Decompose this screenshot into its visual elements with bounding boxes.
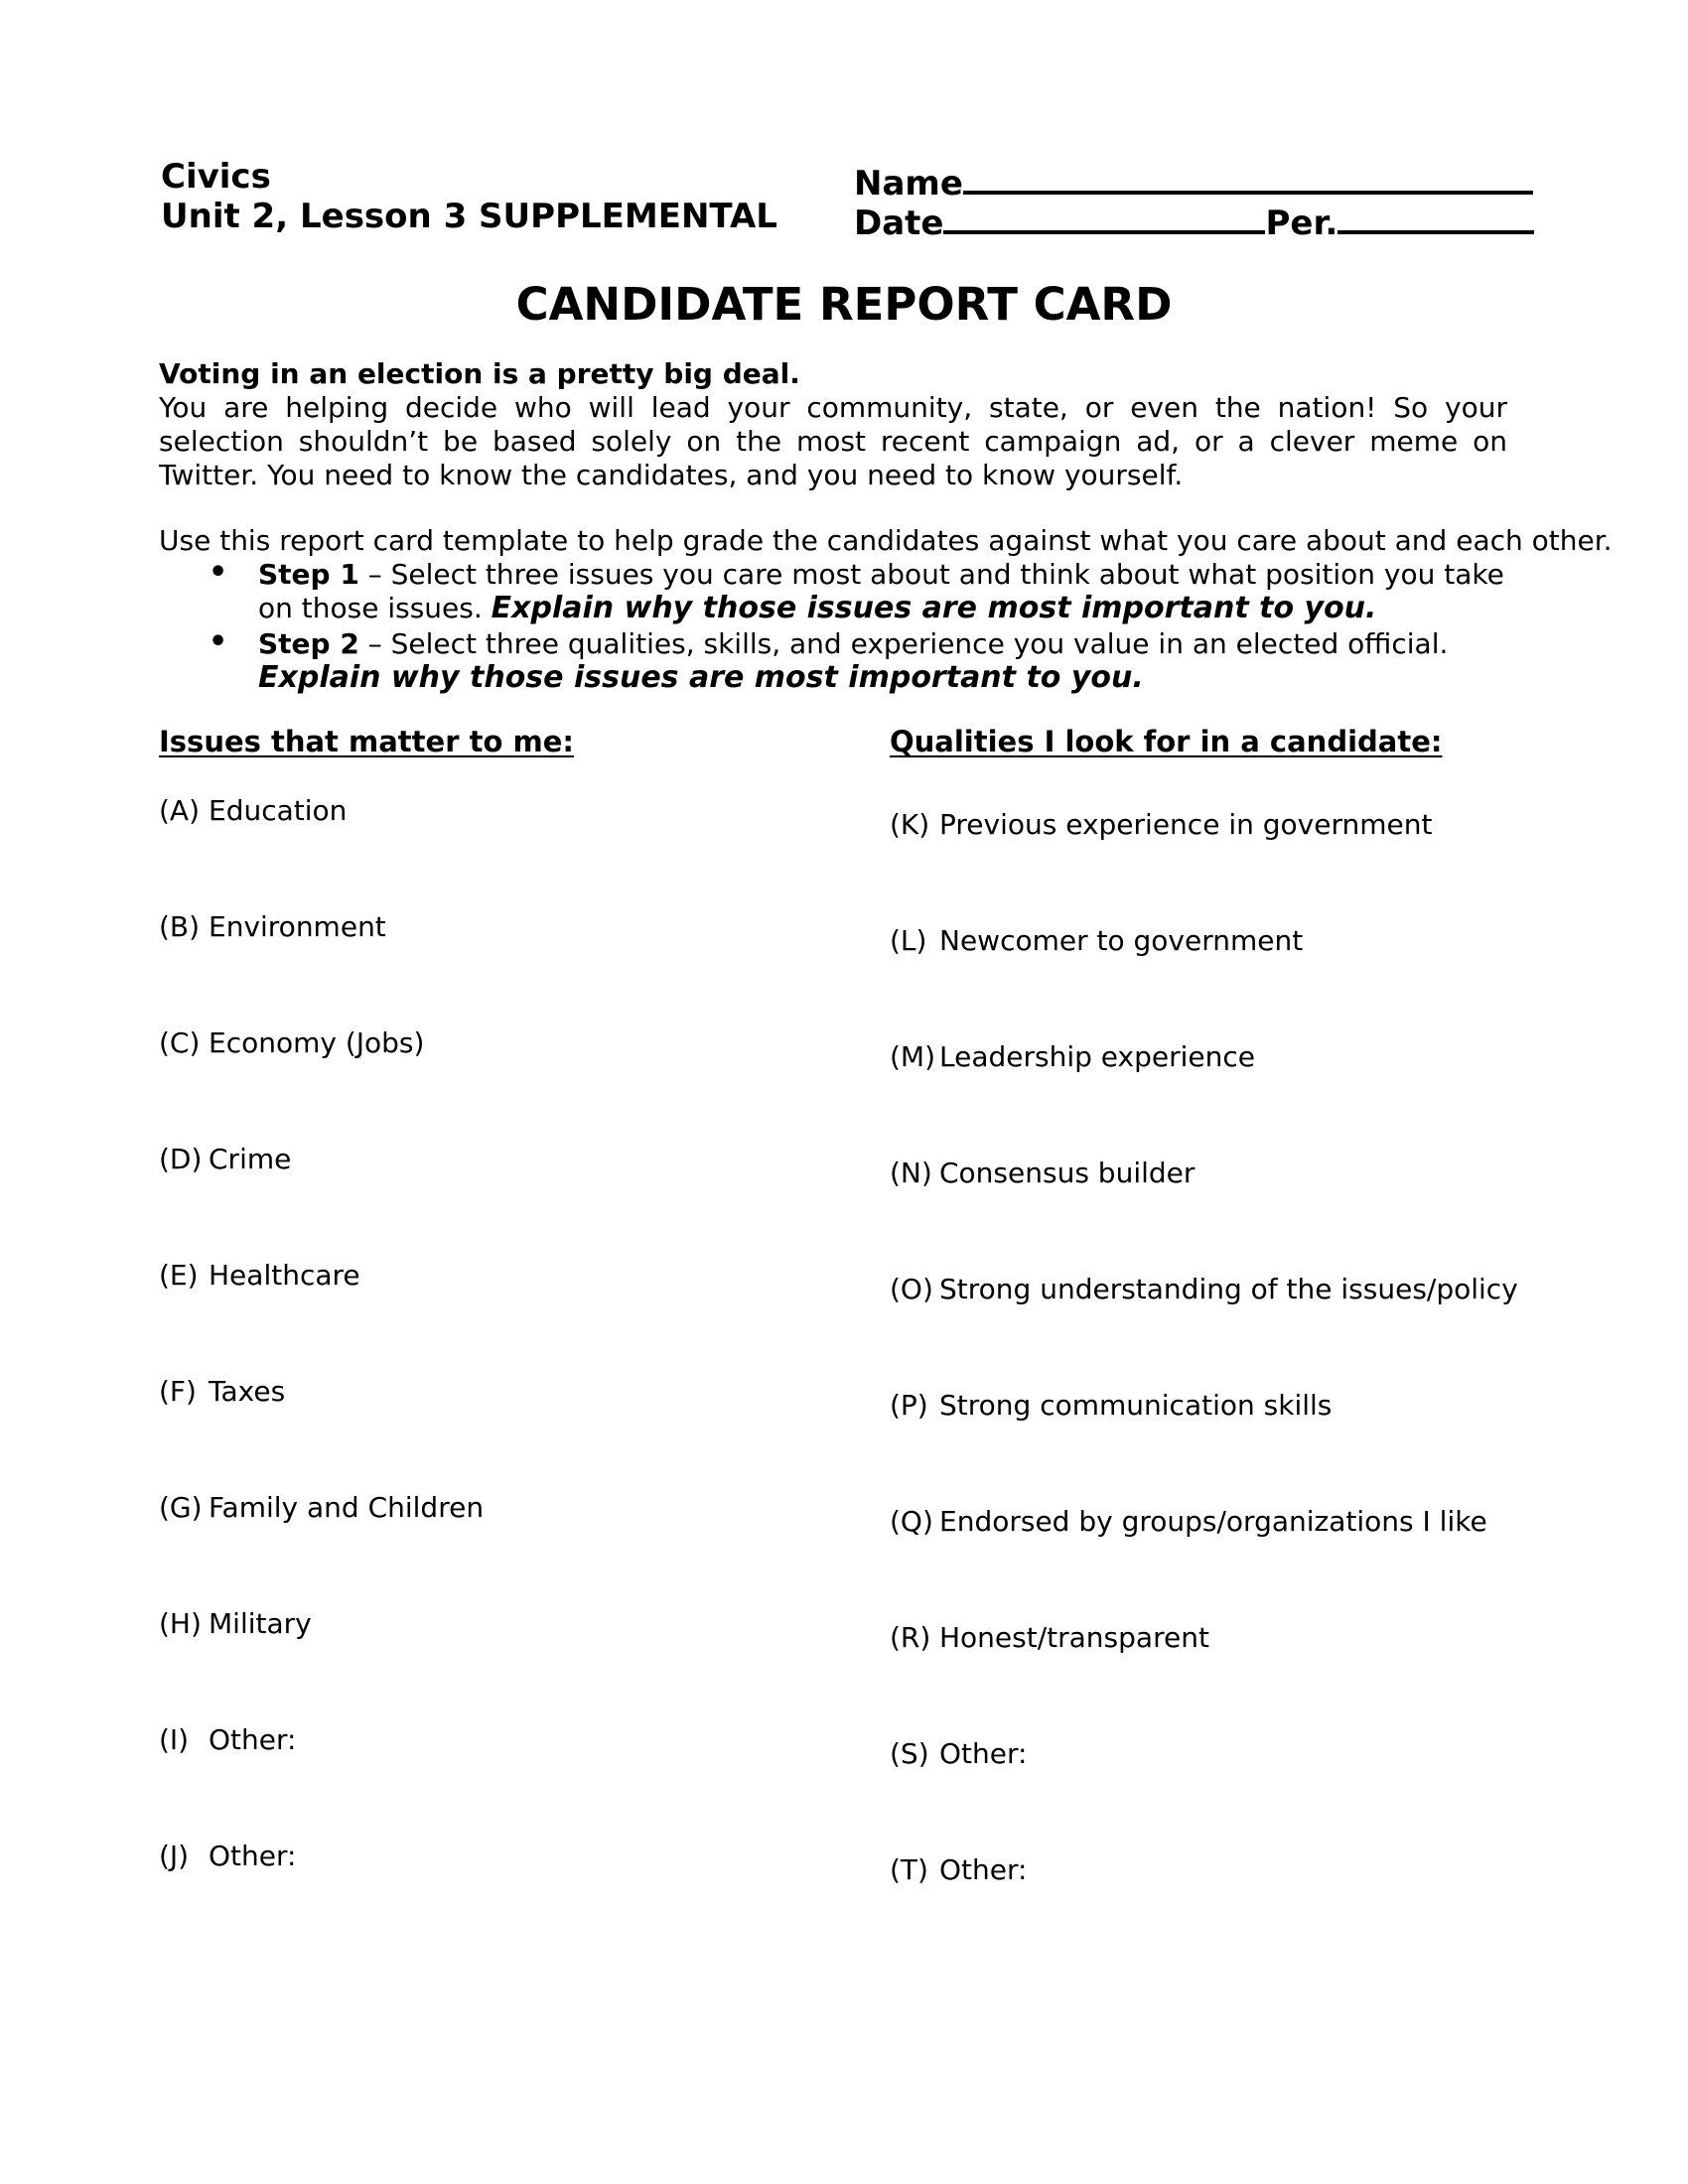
issues-heading: Issues that matter to me: xyxy=(159,725,574,758)
step-2 xyxy=(159,624,1509,695)
quality-item-o[interactable]: (O) Strong understanding of the issues/policy xyxy=(890,1273,1518,1305)
step-2-label: Step 2 xyxy=(258,627,359,660)
quality-item-s[interactable]: (S) Other: xyxy=(890,1737,1028,1770)
quality-item-r[interactable]: (R) Honest/transparent xyxy=(890,1621,1209,1654)
course-label: Civics xyxy=(161,157,271,197)
issue-item-a[interactable]: (A) Education xyxy=(159,794,348,827)
issue-item-c[interactable]: (C) Economy (Jobs) xyxy=(159,1026,425,1059)
period-blank-line[interactable] xyxy=(1337,197,1534,234)
quality-item-p[interactable]: (P) Strong communication skills xyxy=(890,1389,1333,1422)
quality-item-n[interactable]: (N) Consensus builder xyxy=(890,1157,1196,1189)
issue-item-f[interactable]: (F) Taxes xyxy=(159,1375,286,1408)
step-1 xyxy=(159,555,1509,625)
step-1-text: – Select three issues you care most about and think about what position you take on those issues. xyxy=(258,558,1504,624)
quality-item-t[interactable]: (T) Other: xyxy=(890,1853,1028,1886)
lesson-label: Unit 2, Lesson 3 SUPPLEMENTAL xyxy=(161,197,777,236)
quality-item-q[interactable]: (Q) Endorsed by groups/organizations I like xyxy=(890,1505,1487,1538)
intro-paragraph: You are helping decide who will lead your community, state, or even the nation! So your selection shouldn’t be based solely on the most recent campaign ad, or a clever meme on Twitter. You need to know the candidates, and you need to know yourself. xyxy=(159,391,1507,491)
issue-item-h[interactable]: (H) Military xyxy=(159,1607,312,1640)
issue-item-j[interactable]: (J) Other: xyxy=(159,1840,297,1872)
quality-item-l[interactable]: (L) Newcomer to government xyxy=(890,924,1304,957)
step-2-emphasis: Explain why those issues are most important to you. xyxy=(258,660,1144,695)
step-1-emphasis: Explain why those issues are most important to you. xyxy=(491,591,1377,625)
instructions-text: Use this report card template to help grade the candidates against what you care about and each other. xyxy=(159,524,1613,557)
issue-item-b[interactable]: (B) Environment xyxy=(159,910,386,943)
intro-lead: Voting in an election is a pretty big deal. xyxy=(159,357,800,390)
steps-list xyxy=(159,555,1509,695)
date-label: Date xyxy=(854,204,944,243)
step-2-text: – Select three qualities, skills, and experience you value in an elected official. xyxy=(358,627,1449,660)
name-blank-line[interactable] xyxy=(963,157,1533,195)
bullet-icon: • xyxy=(209,555,228,590)
issue-item-e[interactable]: (E) Healthcare xyxy=(159,1259,360,1292)
quality-item-m[interactable]: (M) Leadership experience xyxy=(890,1040,1255,1073)
step-1-label: Step 1 xyxy=(258,558,359,591)
date-blank-line[interactable] xyxy=(943,197,1265,234)
issue-item-i[interactable]: (I) Other: xyxy=(159,1723,297,1756)
period-label: Per. xyxy=(1265,204,1338,243)
issue-item-d[interactable]: (D) Crime xyxy=(159,1143,292,1175)
qualities-heading: Qualities I look for in a candidate: xyxy=(890,725,1443,758)
name-label: Name xyxy=(854,164,963,204)
quality-item-k[interactable]: (K) Previous experience in government xyxy=(890,808,1433,841)
page-title: CANDIDATE REPORT CARD xyxy=(515,278,1173,331)
date-period-row xyxy=(854,197,1534,243)
issue-item-g[interactable]: (G) Family and Children xyxy=(159,1491,485,1524)
bullet-icon: • xyxy=(209,624,228,659)
